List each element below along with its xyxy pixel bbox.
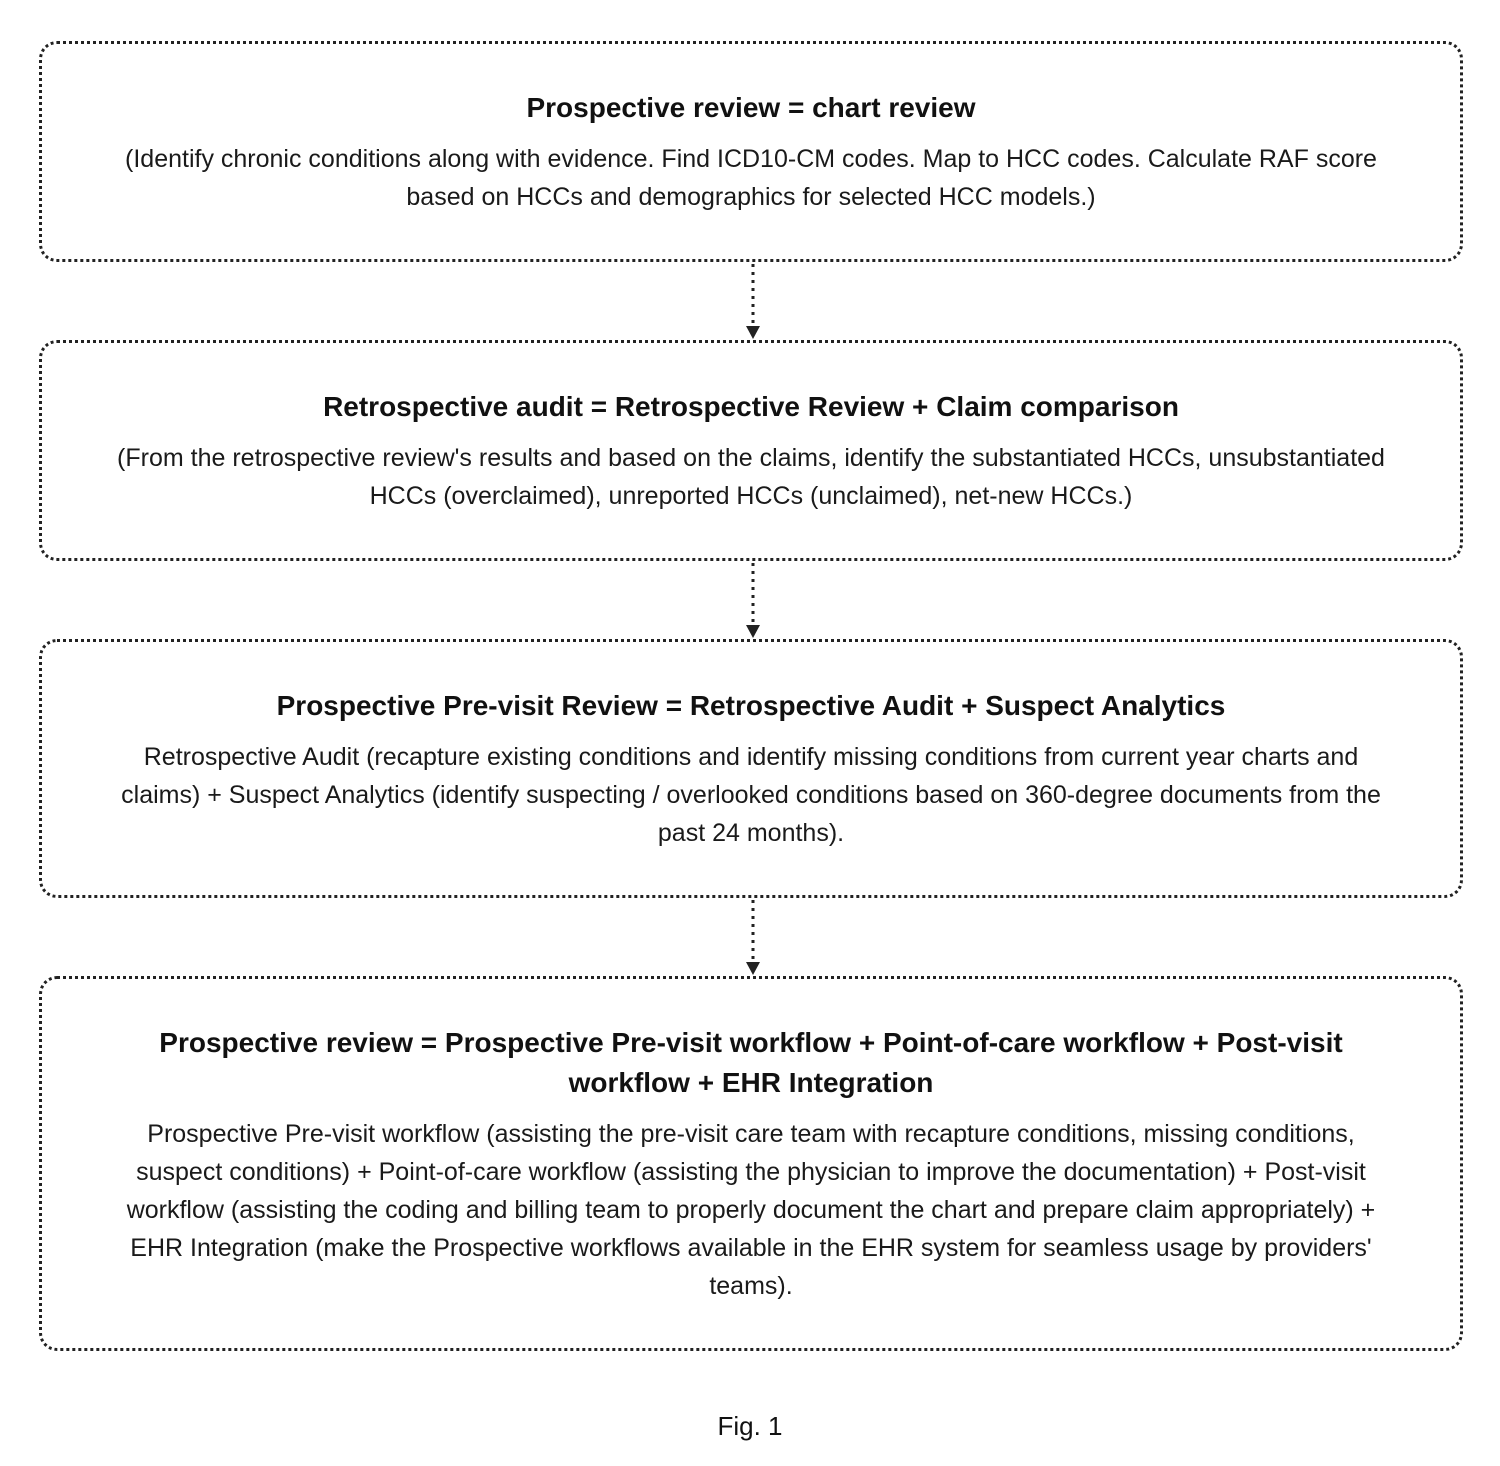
arrow-down-icon xyxy=(744,898,762,976)
step-box-chart-review xyxy=(39,41,1463,262)
step-title: Prospective review = Prospective Pre-visit workflow + Point-of-care workflow + Post-visit workflow + EHR Integration xyxy=(159,1026,1343,1098)
step-description: Retrospective Audit (recapture existing conditions and identify missing conditions from current year charts and claims) + Suspect Analytics (identify suspecting / overlooked conditions based on 360-degree documents from the past 24 months). xyxy=(121,742,1381,847)
step-description: (Identify chronic conditions along with evidence. Find ICD10-CM codes. Map to HCC codes. Calculate RAF score based on HCCs and demographics for selected HCC models.) xyxy=(125,144,1377,211)
step-title: Retrospective audit = Retrospective Review + Claim comparison xyxy=(323,390,1179,422)
figure-caption: Fig. 1 xyxy=(717,1411,783,1441)
flow-arrow xyxy=(744,898,762,976)
step-box-retrospective-audit xyxy=(39,340,1463,561)
step-box-prospective-review xyxy=(39,976,1463,1351)
step-title: Prospective Pre-visit Review = Retrospective Audit + Suspect Analytics xyxy=(276,689,1226,721)
step-description: Prospective Pre-visit workflow (assisting the pre-visit care team with recapture conditions, missing conditions, suspect conditions) + Point-of-care workflow (assisting the physician to improve the documentation) + Post-visit workflow (assisting the coding and billing team to properly document the chart and prepare claim appropriately) + EHR Integration (make the Prospective workflows available in the EHR system for seamless usage by providers' teams). xyxy=(126,1119,1376,1300)
step-description: (From the retrospective review's results and based on the claims, identify the substantiated HCCs, unsubstantiated HCCs (overclaimed), unreported HCCs (unclaimed), net-new HCCs.) xyxy=(117,443,1385,510)
arrow-down-icon xyxy=(744,262,762,340)
flow-arrow xyxy=(744,262,762,340)
flow-arrow xyxy=(744,561,762,639)
step-title: Prospective review = chart review xyxy=(526,91,976,123)
arrow-down-icon xyxy=(744,561,762,639)
step-box-pre-visit-review xyxy=(39,639,1463,898)
